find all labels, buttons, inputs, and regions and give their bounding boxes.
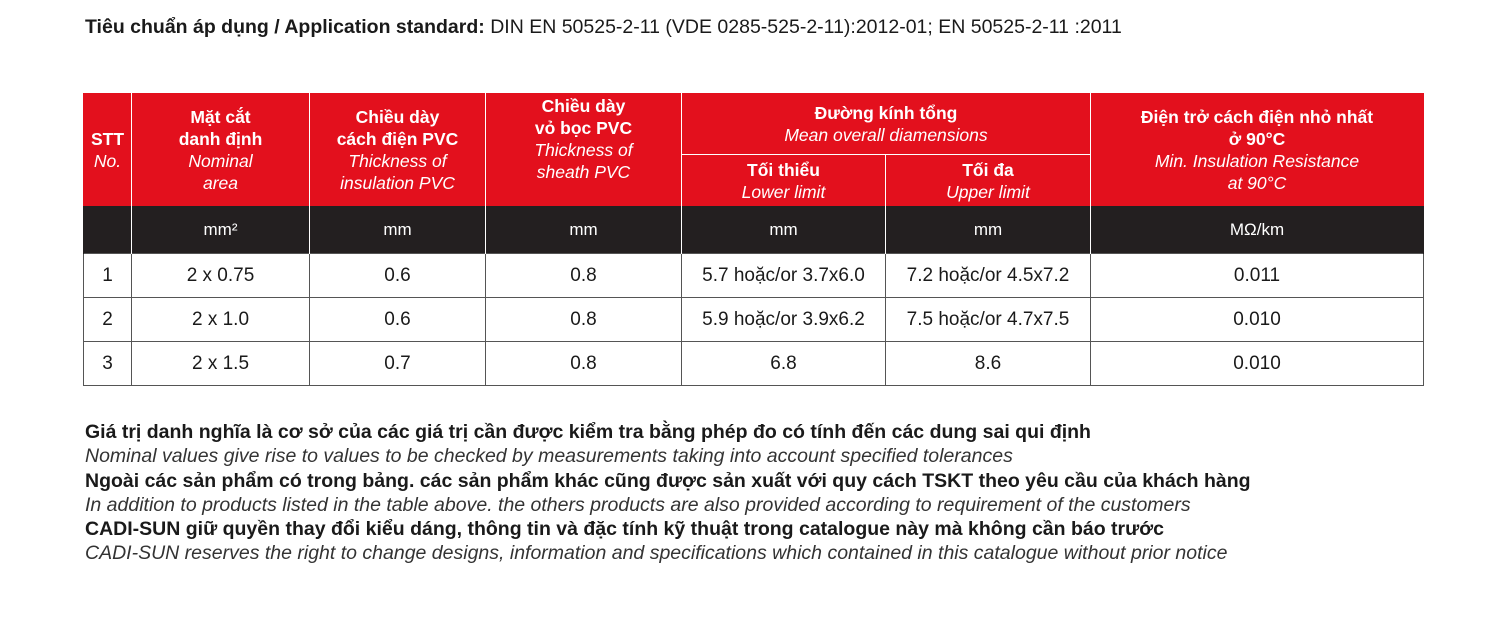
- header-stt: STT No.: [84, 93, 132, 206]
- note-vi: CADI-SUN giữ quyền thay đổi kiểu dáng, thông tin và đặc tính kỹ thuật trong catalogue này mà không cần báo trước: [85, 518, 1164, 541]
- header-sheath-thickness: Chiều dày vỏ bọc PVC Thickness of sheath PVC: [486, 93, 682, 206]
- table-cell: 5.7 hoặc/or 3.7x6.0: [682, 254, 886, 298]
- notes-section: [85, 420, 1251, 566]
- header-mean-overall-dimensions: Đường kính tổng Mean overall diamensions: [682, 93, 1091, 155]
- table-cell: 0.6: [310, 254, 486, 298]
- table-row: [84, 298, 1424, 342]
- table-cell: 0.8: [486, 342, 682, 386]
- table-cell: 0.6: [310, 298, 486, 342]
- table-row: [84, 254, 1424, 298]
- header-insulation-resistance: Điện trở cách điện nhỏ nhất ở 90°C Min. Insulation Resistance at 90°C: [1091, 93, 1424, 206]
- note-en: CADI-SUN reserves the right to change designs, information and specifications which contained in this catalogue without prior notice: [85, 542, 1228, 565]
- table-cell: 2: [84, 298, 132, 342]
- header-insulation-thickness: Chiều dày cách điện PVC Thickness of insulation PVC: [310, 93, 486, 206]
- header-row: [84, 93, 1424, 155]
- note-en: In addition to products listed in the table above. the others products are also provided according to requirement of the customers: [85, 493, 1191, 516]
- table-row: [84, 342, 1424, 386]
- table-cell: 7.5 hoặc/or 4.7x7.5: [886, 298, 1091, 342]
- table-cell: 0.010: [1091, 342, 1424, 386]
- application-standard: [85, 16, 1122, 39]
- header-lower-limit: Tối thiểu Lower limit: [682, 155, 886, 207]
- units-row: [84, 206, 1424, 254]
- standard-value: DIN EN 50525-2-11 (VDE 0285-525-2-11):2012-01; EN 50525-2-11 :2011: [484, 16, 1122, 38]
- unit-cell: mm: [682, 206, 886, 254]
- unit-cell: mm: [486, 206, 682, 254]
- header-upper-limit: Tối đa Upper limit: [886, 155, 1091, 207]
- table-cell: 5.9 hoặc/or 3.9x6.2: [682, 298, 886, 342]
- note-vi: Ngoài các sản phẩm có trong bảng. các sản phẩm khác cũng được sản xuất với quy cách TSKT theo yêu cầu của khách hàng: [85, 469, 1251, 492]
- note-vi: Giá trị danh nghĩa là cơ sở của các giá trị cần được kiểm tra bằng phép đo có tính đến các dung sai qui định: [85, 421, 1091, 443]
- unit-cell: [84, 206, 132, 254]
- table-cell: 0.011: [1091, 254, 1424, 298]
- standard-label: Tiêu chuẩn áp dụng / Application standard:: [85, 16, 485, 38]
- unit-cell: mm: [310, 206, 486, 254]
- table-cell: 2 x 1.5: [132, 342, 310, 386]
- table-cell: 0.7: [310, 342, 486, 386]
- table-cell: 0.8: [486, 254, 682, 298]
- unit-cell: MΩ/km: [1091, 206, 1424, 254]
- table-cell: 0.010: [1091, 298, 1424, 342]
- table-cell: 8.6: [886, 342, 1091, 386]
- table-cell: 2 x 1.0: [132, 298, 310, 342]
- table-cell: 6.8: [682, 342, 886, 386]
- table-cell: 7.2 hoặc/or 4.5x7.2: [886, 254, 1091, 298]
- table-cell: 3: [84, 342, 132, 386]
- table-cell: 1: [84, 254, 132, 298]
- unit-cell: mm²: [132, 206, 310, 254]
- cable-spec-table: [83, 93, 1424, 386]
- header-nominal-area: Mặt cắt danh định Nominal area: [132, 93, 310, 206]
- note-en: Nominal values give rise to values to be checked by measurements taking into account specified tolerances: [85, 445, 1013, 468]
- table-cell: 2 x 0.75: [132, 254, 310, 298]
- table-cell: 0.8: [486, 298, 682, 342]
- unit-cell: mm: [886, 206, 1091, 254]
